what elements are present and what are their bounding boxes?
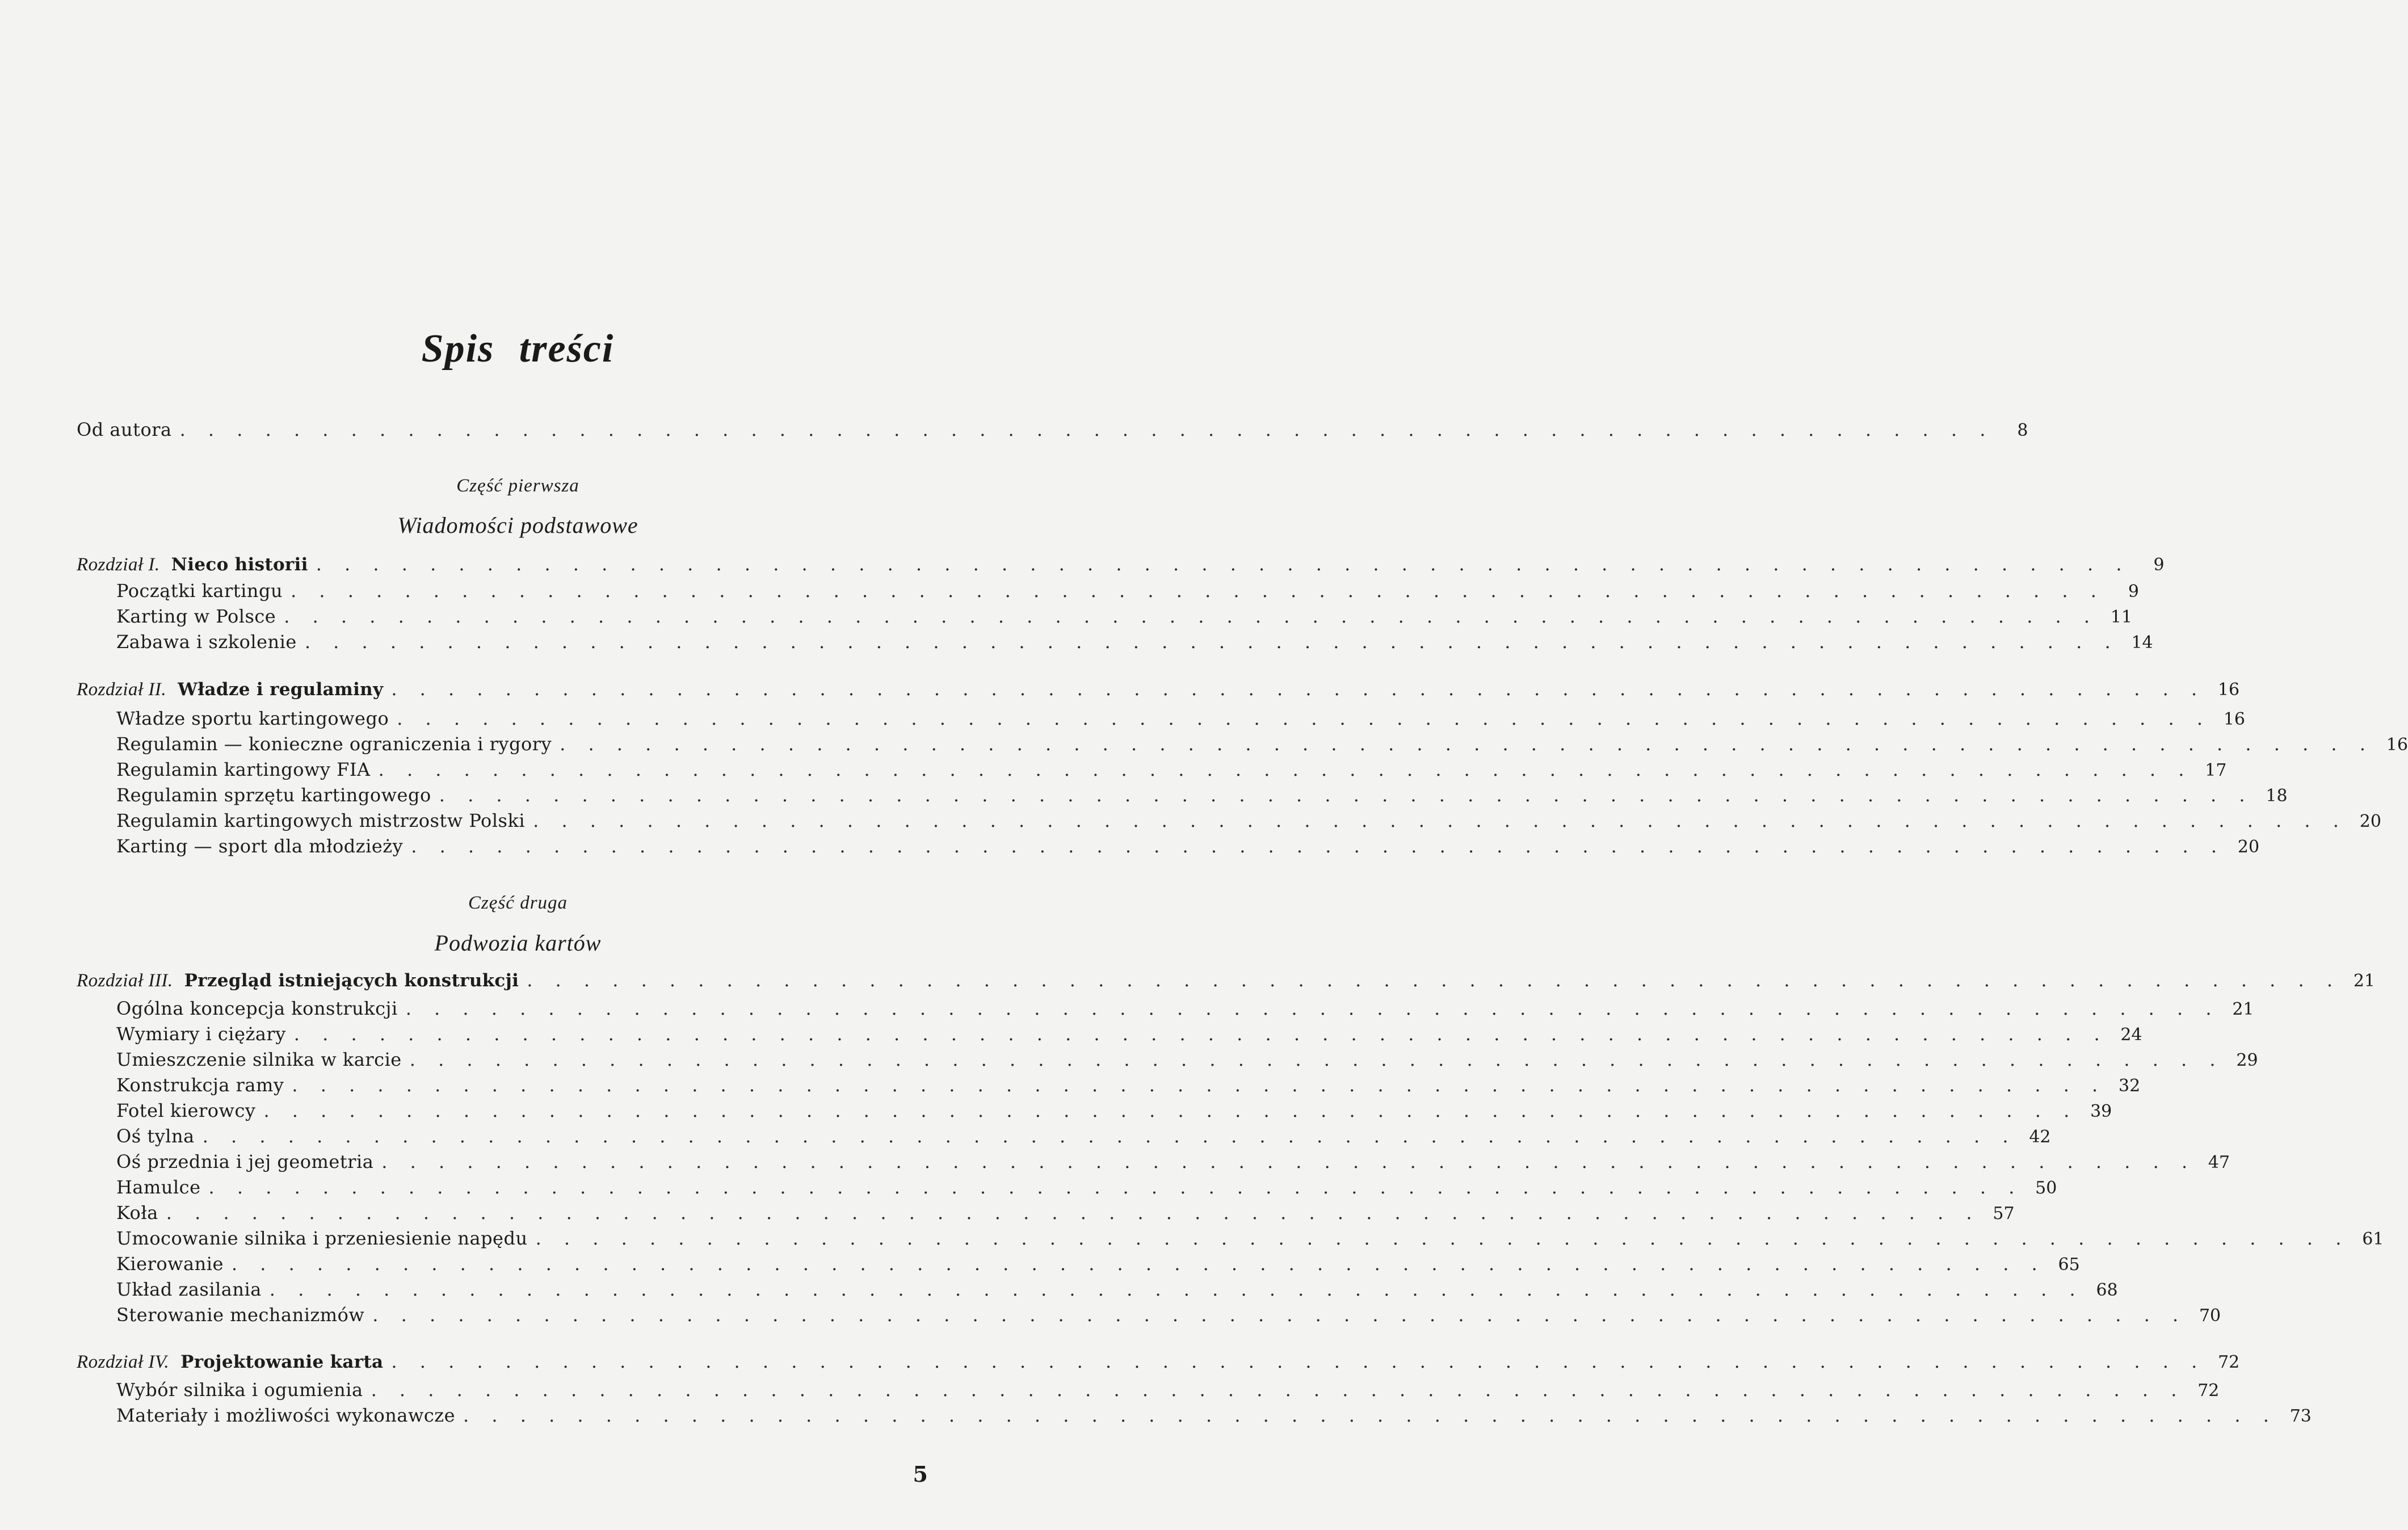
leader-dots: . . . . . . . . . . . . . . . . . . . . . . . . . . . . . . . . . . . . . . . . . . . . . . . . . . . . . . . . . . . . . . . . xyxy=(372,1304,2187,1326)
toc-entry-label: Hamulce xyxy=(116,1176,201,1198)
leader-dots: . . . . . . . . . . . . . . . . . . . . . . . . . . . . . . . . . . . . . . . . . . . . . . . . . . . . . . . . . . . . . . . . xyxy=(397,708,2212,729)
toc-entry[interactable] xyxy=(116,1405,2312,1430)
leader-dots: . . . . . . . . . . . . . . . . . . . . . . . . . . . . . . . . . . . . . . . . . . . . . . . . . . . . . . . . . . . . . . . . xyxy=(409,1049,2224,1070)
leader-dots: . . . . . . . . . . . . . . . . . . . . . . . . . . . . . . . . . . . . . . . . . . . . . . . . . . . . . . . . . . . . . . . . xyxy=(391,678,2206,700)
toc-entry-label: Regulamin kartingowy FIA xyxy=(116,759,371,780)
toc-page-number: 21 xyxy=(2232,999,2254,1019)
toc-entry-label: Karting — sport dla młodzieży xyxy=(116,835,404,857)
toc-entry[interactable] xyxy=(116,998,2254,1023)
leader-dots: . . . . . . . . . . . . . . . . . . . . . . . . . . . . . . . . . . . . . . . . . . . . . . . . . . . . . . . . . . . . . . . . xyxy=(535,1228,2350,1249)
toc-entry[interactable] xyxy=(116,1125,2051,1150)
leader-dots: . . . . . . . . . . . . . . . . . . . . . . . . . . . . . . . . . . . . . . . . . . . . . . . . . . . . . . . . . . . . . . . . xyxy=(378,759,2193,780)
leader-dots: . . . . . . . . . . . . . . . . . . . . . . . . . . . . . . . . . . . . . . . . . . . . . . . . . . . . . . . . . . . . . . . . xyxy=(179,419,1994,440)
chapter-number: Rozdział I. xyxy=(77,554,160,575)
toc-entry[interactable] xyxy=(116,835,2260,860)
toc-page-number: 65 xyxy=(2058,1255,2080,1275)
toc-entry[interactable] xyxy=(116,708,2246,733)
toc-entry[interactable] xyxy=(116,1176,2057,1201)
toc-entry[interactable] xyxy=(116,1379,2220,1404)
toc-page-number: 9 xyxy=(2153,555,2165,575)
leader-dots: . . . . . . . . . . . . . . . . . . . . . . . . . . . . . . . . . . . . . . . . . . . . . . . . . . . . . . . . . . . . . . . . xyxy=(527,969,2342,991)
toc-entry[interactable] xyxy=(116,733,2408,758)
leader-dots: . . . . . . . . . . . . . . . . . . . . . . . . . . . . . . . . . . . . . . . . . . . . . . . . . . . . . . . . . . . . . . . . xyxy=(284,606,2099,627)
toc-entry[interactable] xyxy=(116,759,2227,784)
chapter-title: Władze i regulaminy xyxy=(178,679,384,700)
toc-entry[interactable] xyxy=(116,1253,2080,1278)
toc-page-number: 39 xyxy=(2090,1102,2112,1121)
chapter-number: Rozdział II. xyxy=(77,679,167,700)
toc-page-number: 20 xyxy=(2359,812,2381,831)
toc-entry[interactable] xyxy=(116,784,2288,809)
toc-chapter[interactable] xyxy=(77,969,2376,994)
toc-entry-label: Władze sportu kartingowego xyxy=(116,708,389,729)
toc-entry-label: Od autora xyxy=(77,419,172,440)
part-label: Część pierwsza xyxy=(456,476,579,496)
toc-entry-label: Oś tylna xyxy=(116,1125,195,1147)
leader-dots: . . . . . . . . . . . . . . . . . . . . . . . . . . . . . . . . . . . . . . . . . . . . . . . . . . . . . . . . . . . . . . . . xyxy=(231,1253,2046,1275)
toc-entry-label: Fotel kierowcy xyxy=(116,1100,256,1121)
part-title: Wiadomości podstawowe xyxy=(397,512,638,538)
toc-page-number: 42 xyxy=(2029,1127,2051,1147)
leader-dots: . . . . . . . . . . . . . . . . . . . . . . . . . . . . . . . . . . . . . . . . . . . . . . . . . . . . . . . . . . . . . . . . xyxy=(293,1023,2108,1045)
toc-page-number: 20 xyxy=(2237,837,2260,857)
leader-dots: . . . . . . . . . . . . . . . . . . . . . . . . . . . . . . . . . . . . . . . . . . . . . . . . . . . . . . . . . . . . . . . . xyxy=(304,631,2119,653)
toc-page-number: 32 xyxy=(2119,1076,2141,1096)
leader-dots: . . . . . . . . . . . . . . . . . . . . . . . . . . . . . . . . . . . . . . . . . . . . . . . . . . . . . . . . . . . . . . . . xyxy=(463,1405,2277,1426)
leader-dots: . . . . . . . . . . . . . . . . . . . . . . . . . . . . . . . . . . . . . . . . . . . . . . . . . . . . . . . . . . . . . . . . xyxy=(371,1379,2186,1401)
chapter-title: Przegląd istniejących konstrukcji xyxy=(184,970,519,991)
leader-dots: . . . . . . . . . . . . . . . . . . . . . . . . . . . . . . . . . . . . . . . . . . . . . . . . . . . . . . . . . . . . . . . . xyxy=(292,1074,2107,1096)
toc-page-number: 70 xyxy=(2199,1306,2221,1326)
leader-dots: . . . . . . . . . . . . . . . . . . . . . . . . . . . . . . . . . . . . . . . . . . . . . . . . . . . . . . . . . . . . . . . . xyxy=(166,1202,1981,1224)
toc-entry-label: Umocowanie silnika i przeniesienie napędu xyxy=(116,1228,528,1249)
toc-page-number: 24 xyxy=(2120,1025,2142,1045)
toc-entry[interactable] xyxy=(116,606,2133,631)
toc-entry[interactable] xyxy=(116,1151,2230,1176)
toc-page-number: 18 xyxy=(2266,786,2288,806)
toc-entry-label: Zabawa i szkolenie xyxy=(116,631,297,653)
toc-chapter[interactable] xyxy=(77,1351,2240,1376)
toc-entry[interactable] xyxy=(116,1100,2112,1125)
toc-entry-label: Karting w Polsce xyxy=(116,606,276,627)
leader-dots: . . . . . . . . . . . . . . . . . . . . . . . . . . . . . . . . . . . . . . . . . . . . . . . . . . . . . . . . . . . . . . . . xyxy=(263,1100,2078,1121)
chapter-number: Rozdział IV. xyxy=(77,1352,170,1372)
toc-entry[interactable] xyxy=(116,1304,2221,1329)
leader-dots: . . . . . . . . . . . . . . . . . . . . . . . . . . . . . . . . . . . . . . . . . . . . . . . . . . . . . . . . . . . . . . . . xyxy=(533,810,2347,831)
toc-page-number: 21 xyxy=(2353,971,2376,991)
leader-dots: . . . . . . . . . . . . . . . . . . . . . . . . . . . . . . . . . . . . . . . . . . . . . . . . . . . . . . . . . . . . . . . . xyxy=(391,1351,2206,1372)
leader-dots: . . . . . . . . . . . . . . . . . . . . . . . . . . . . . . . . . . . . . . . . . . . . . . . . . . . . . . . . . . . . . . . . xyxy=(411,835,2226,857)
toc-entry-intro[interactable] xyxy=(77,419,2028,444)
part-label: Część druga xyxy=(468,893,568,913)
toc-entry-label: Konstrukcja ramy xyxy=(116,1074,284,1096)
chapter-title: Nieco historii xyxy=(171,554,308,575)
toc-page-number: 68 xyxy=(2096,1280,2118,1300)
toc-page-number: 16 xyxy=(2223,709,2246,729)
toc-entry-label: Materiały i możliwości wykonawcze xyxy=(116,1405,456,1426)
toc-chapter[interactable] xyxy=(77,553,2165,578)
toc-page-number: 16 xyxy=(2217,680,2240,700)
toc-entry[interactable] xyxy=(116,1074,2141,1099)
chapter-title: Projektowanie karta xyxy=(180,1352,384,1372)
toc-page-number: 72 xyxy=(2218,1352,2240,1372)
leader-dots: . . . . . . . . . . . . . . . . . . . . . . . . . . . . . . . . . . . . . . . . . . . . . . . . . . . . . . . . . . . . . . . . xyxy=(291,580,2105,602)
toc-entry-label: Koła xyxy=(116,1202,158,1224)
toc-page-number: 9 xyxy=(2128,582,2139,602)
toc-page-number: 8 xyxy=(2017,421,2028,440)
leader-dots: . . . . . . . . . . . . . . . . . . . . . . . . . . . . . . . . . . . . . . . . . . . . . . . . . . . . . . . . . . . . . . . . xyxy=(208,1176,2023,1198)
toc-entry[interactable] xyxy=(116,1228,2384,1252)
toc-entry-label: Wybór silnika i ogumienia xyxy=(116,1379,363,1401)
leader-dots: . . . . . . . . . . . . . . . . . . . . . . . . . . . . . . . . . . . . . . . . . . . . . . . . . . . . . . . . . . . . . . . . xyxy=(405,998,2220,1019)
toc-page-number: 73 xyxy=(2289,1406,2312,1426)
chapter-number: Rozdział III. xyxy=(77,970,173,991)
page-number: 5 xyxy=(913,1461,928,1487)
toc-entry-label: Początki kartingu xyxy=(116,580,283,602)
toc-page-number: 14 xyxy=(2131,633,2153,653)
toc-chapter[interactable] xyxy=(77,678,2240,703)
toc-entry-label: Regulamin — konieczne ograniczenia i rygory xyxy=(116,733,552,755)
page-title: Spis treści xyxy=(421,327,615,371)
toc-entry[interactable] xyxy=(116,1023,2142,1048)
toc-entry-label: Umieszczenie silnika w karcie xyxy=(116,1049,402,1070)
leader-dots: . . . . . . . . . . . . . . . . . . . . . . . . . . . . . . . . . . . . . . . . . . . . . . . . . . . . . . . . . . . . . . . . xyxy=(202,1125,2017,1147)
toc-entry[interactable] xyxy=(116,1049,2258,1074)
toc-entry[interactable] xyxy=(116,580,2139,605)
toc-entry-label: Sterowanie mechanizmów xyxy=(116,1304,365,1326)
toc-page-number: 29 xyxy=(2236,1050,2258,1070)
toc-page-number: 11 xyxy=(2110,607,2133,627)
leader-dots: . . . . . . . . . . . . . . . . . . . . . . . . . . . . . . . . . . . . . . . . . . . . . . . . . . . . . . . . . . . . . . . . xyxy=(381,1151,2196,1172)
part-title: Podwozia kartów xyxy=(434,930,602,956)
toc-entry[interactable] xyxy=(116,1279,2118,1304)
leader-dots: . . . . . . . . . . . . . . . . . . . . . . . . . . . . . . . . . . . . . . . . . . . . . . . . . . . . . . . . . . . . . . . . xyxy=(316,553,2130,575)
toc-entry-label: Ogólna koncepcja konstrukcji xyxy=(116,998,398,1019)
toc-entry[interactable] xyxy=(116,631,2153,656)
toc-page-number: 47 xyxy=(2208,1153,2230,1172)
toc-entry[interactable] xyxy=(116,1202,2015,1227)
leader-dots: . . . . . . . . . . . . . . . . . . . . . . . . . . . . . . . . . . . . . . . . . . . . . . . . . . . . . . . . . . . . . . . . xyxy=(439,784,2254,806)
toc-page-number: 72 xyxy=(2197,1381,2220,1401)
toc-entry-label: Układ zasilania xyxy=(116,1279,262,1300)
toc-page-number: 61 xyxy=(2362,1229,2384,1249)
toc-page-number: 50 xyxy=(2035,1178,2057,1198)
toc-entry-label: Oś przednia i jej geometria xyxy=(116,1151,374,1172)
toc-entry-label: Wymiary i ciężary xyxy=(116,1023,286,1045)
toc-entry-label: Regulamin sprzętu kartingowego xyxy=(116,784,431,806)
leader-dots: . . . . . . . . . . . . . . . . . . . . . . . . . . . . . . . . . . . . . . . . . . . . . . . . . . . . . . . . . . . . . . . . xyxy=(560,733,2374,755)
toc-page-number: 57 xyxy=(1993,1204,2015,1224)
toc-entry-label: Kierowanie xyxy=(116,1253,224,1275)
toc-page-number: 17 xyxy=(2205,760,2227,780)
leader-dots: . . . . . . . . . . . . . . . . . . . . . . . . . . . . . . . . . . . . . . . . . . . . . . . . . . . . . . . . . . . . . . . . xyxy=(269,1279,2084,1300)
toc-page-number: 16 xyxy=(2386,735,2408,755)
toc-entry-label: Regulamin kartingowych mistrzostw Polski xyxy=(116,810,526,831)
toc-entry[interactable] xyxy=(116,810,2381,835)
